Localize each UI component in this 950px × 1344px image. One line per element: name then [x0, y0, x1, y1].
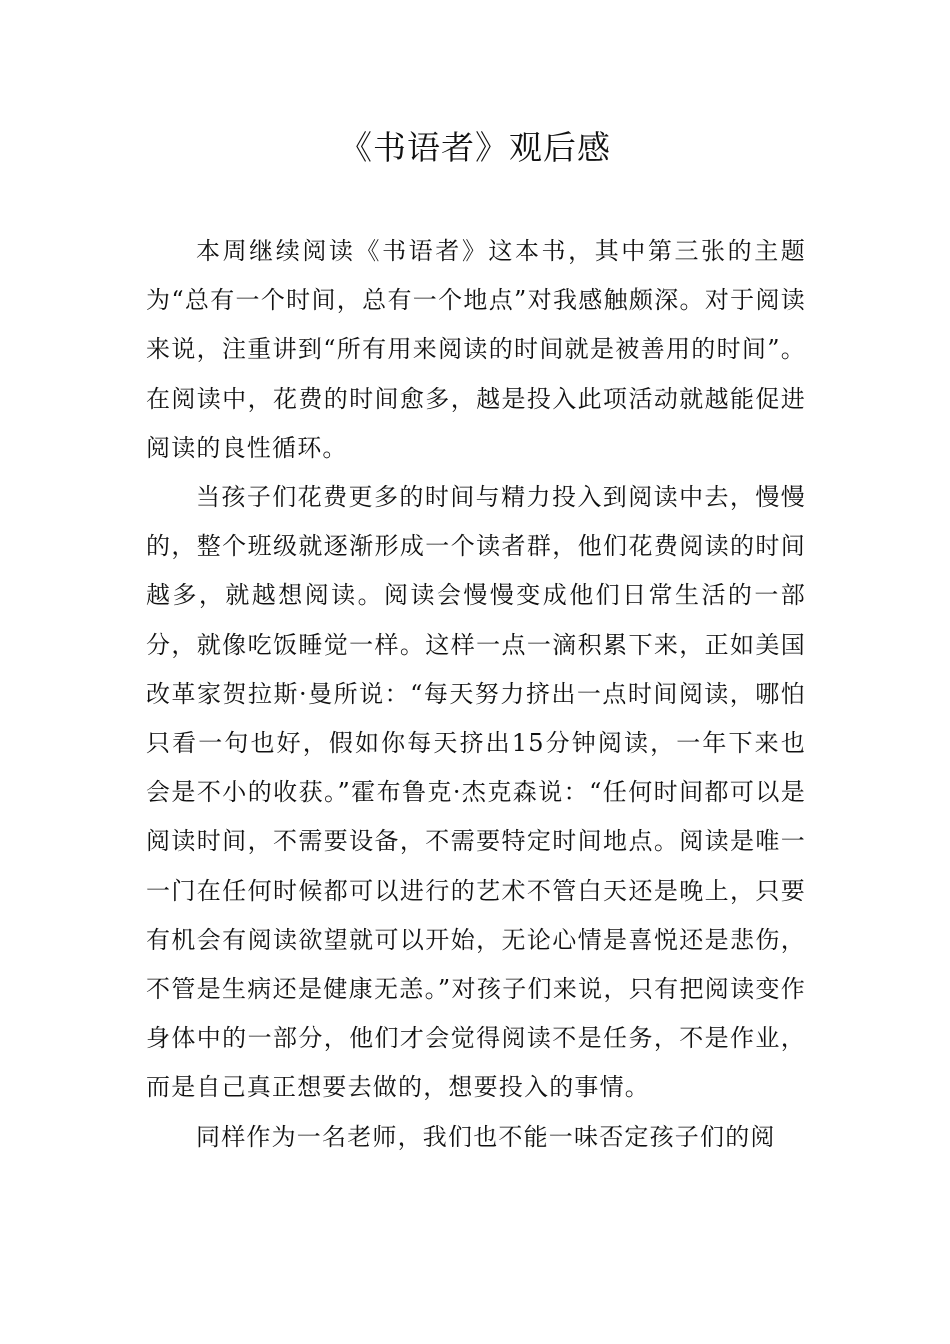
paragraph-1: 本周继续阅读《书语者》这本书，其中第三张的主题为“总有一个时间，总有一个地点”对我感触颇深。对于阅读来说，注重讲到“所有用来阅读的时间就是被善用的时间”。在阅读中，花费的时间愈多，越是投入此项活动就越能促进阅读的良性循环。: [146, 237, 806, 462]
document-title: 《书语者》观后感: [339, 128, 611, 167]
paragraph-3: 同样作为一名老师，我们也不能一味否定孩子们的阅: [196, 1122, 776, 1151]
paragraph-2: 当孩子们花费更多的时间与精力投入到阅读中去，慢慢的，整个班级就逐渐形成一个读者群，他们花费阅读的时间越多，就越想阅读。阅读会慢慢变成他们日常生活的一部分，就像吃饭睡觉一样。这样一点一滴积累下来，正如美国改革家贺拉斯·曼所说：“每天努力挤出一点时间阅读，哪怕只看一句也好，假如你每天挤出15分钟阅读，一年下来也会是不小的收获。”霍布鲁克·杰克森说：“任何时间都可以是阅读时间，不需要设备，不需要特定时间地点。阅读是唯一一门在任何时候都可以进行的艺术不管白天还是晚上，只要有机会有阅读欲望就可以开始，无论心情是喜悦还是悲伤，不管是生病还是健康无恙。”对孩子们来说，只有把阅读变作身体中的一部分，他们才会觉得阅读不是任务，不是作业，而是自己真正想要去做的，想要投入的事情。: [146, 483, 806, 1102]
document-body: [146, 227, 806, 1162]
